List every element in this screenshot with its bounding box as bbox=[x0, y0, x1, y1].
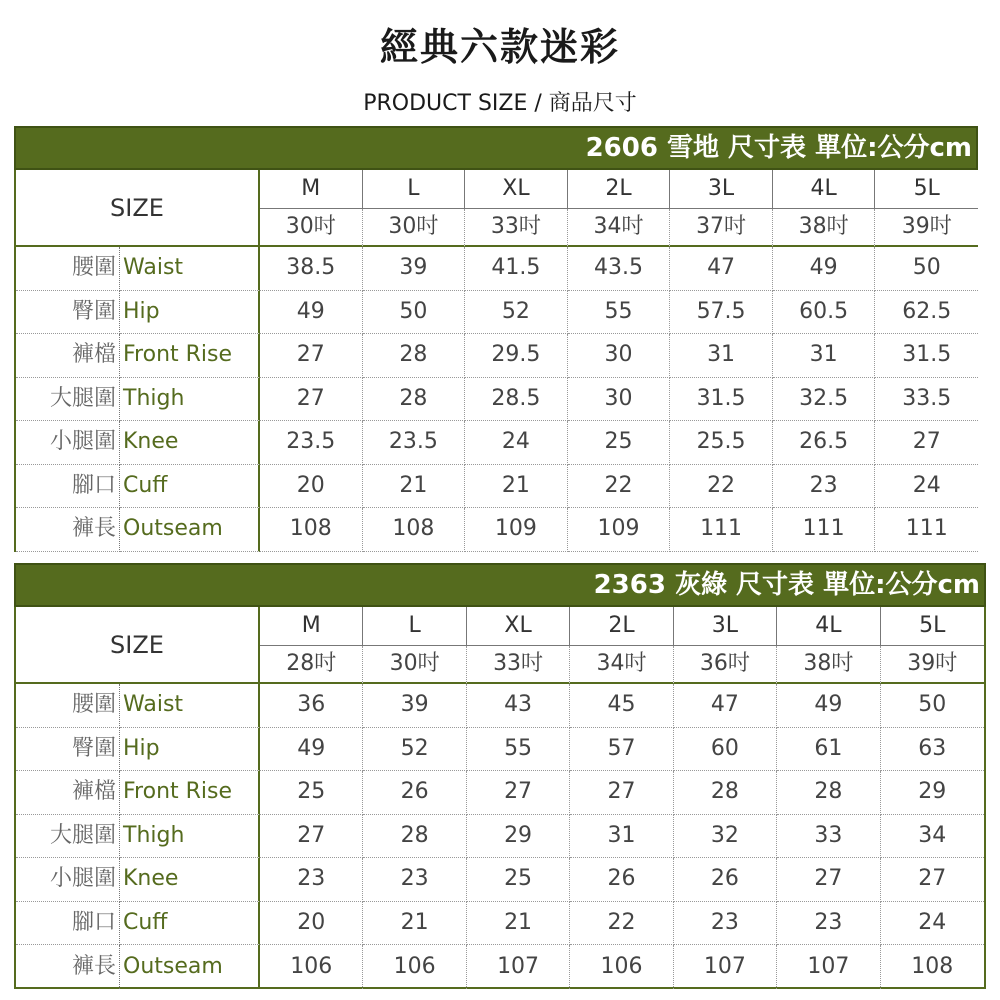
table-cell: 32 bbox=[674, 815, 777, 859]
table-grid bbox=[14, 170, 978, 552]
table-cell: 108 bbox=[260, 508, 363, 552]
row-label-zh: 小腿圍 bbox=[16, 858, 120, 902]
table-cell: 60 bbox=[674, 728, 777, 772]
table-cell: 23.5 bbox=[260, 421, 363, 465]
table-cell: 31 bbox=[773, 334, 876, 378]
table-cell: 22 bbox=[568, 465, 671, 509]
row-label-zh: 腰圍 bbox=[16, 684, 120, 728]
size-inch: 36吋 bbox=[674, 646, 777, 684]
table-cell: 39 bbox=[363, 247, 466, 291]
size-code: 2L bbox=[570, 607, 673, 646]
size-table-2606 bbox=[14, 126, 978, 552]
table-cell: 109 bbox=[568, 508, 671, 552]
table-cell: 27 bbox=[570, 771, 673, 815]
table-cell: 106 bbox=[363, 945, 466, 989]
size-inch: 37吋 bbox=[670, 209, 773, 247]
table-cell: 28 bbox=[363, 815, 466, 859]
row-label-en: Cuff bbox=[120, 902, 260, 946]
table-cell: 21 bbox=[363, 902, 466, 946]
size-code: 5L bbox=[875, 170, 978, 209]
size-inch: 34吋 bbox=[568, 209, 671, 247]
row-label-en: Outseam bbox=[120, 945, 260, 989]
table-cell: 47 bbox=[674, 684, 777, 728]
row-label-en: Waist bbox=[120, 247, 260, 291]
table-cell: 41.5 bbox=[465, 247, 568, 291]
table-cell: 31.5 bbox=[670, 378, 773, 422]
size-code: 3L bbox=[674, 607, 777, 646]
size-inch: 38吋 bbox=[773, 209, 876, 247]
table-cell: 27 bbox=[875, 421, 978, 465]
row-label-en: Front Rise bbox=[120, 334, 260, 378]
table-cell: 108 bbox=[911, 953, 954, 979]
table-cell: 27 bbox=[260, 815, 363, 859]
size-code: XL bbox=[467, 607, 570, 646]
table-cell: 107 bbox=[777, 945, 880, 989]
table-cell: 107 bbox=[467, 945, 570, 989]
size-inch: 38吋 bbox=[777, 646, 880, 684]
table-cell: 33.5 bbox=[875, 378, 978, 422]
size-inch: 34吋 bbox=[570, 646, 673, 684]
table-cell: 39 bbox=[363, 684, 466, 728]
table-cell: 49 bbox=[777, 684, 880, 728]
table-cell: 20 bbox=[260, 902, 363, 946]
row-label-en: Thigh bbox=[120, 378, 260, 422]
size-inch: 39吋 bbox=[875, 209, 978, 247]
table-cell: 111 bbox=[670, 508, 773, 552]
row-label-en: Waist bbox=[120, 684, 260, 728]
table-cell: 50 bbox=[881, 684, 984, 728]
table-cell: 27 bbox=[777, 858, 880, 902]
table-cell: 38.5 bbox=[260, 247, 363, 291]
row-label-zh: 臀圍 bbox=[16, 291, 120, 335]
table-cell: 26 bbox=[674, 858, 777, 902]
size-code: L bbox=[363, 607, 466, 646]
table-cell: 26 bbox=[570, 858, 673, 902]
table-cell: 21 bbox=[363, 465, 466, 509]
row-label-en: Outseam bbox=[120, 508, 260, 552]
size-inch: 33吋 bbox=[467, 646, 570, 684]
table-header: 2363 灰綠 尺寸表 單位:公分cm bbox=[14, 563, 986, 607]
table-cell: 23 bbox=[674, 902, 777, 946]
table-cell: 23 bbox=[363, 858, 466, 902]
table-cell: 50 bbox=[363, 291, 466, 335]
table-cell: 49 bbox=[773, 247, 876, 291]
size-code: M bbox=[260, 607, 363, 646]
table-cell: 21 bbox=[465, 465, 568, 509]
size-inch: 33吋 bbox=[465, 209, 568, 247]
table-cell: 106 bbox=[260, 945, 363, 989]
table-cell: 27 bbox=[881, 858, 984, 902]
table-cell: 31 bbox=[570, 815, 673, 859]
table-cell: 34 bbox=[881, 815, 984, 859]
table-cell: 50 bbox=[875, 247, 978, 291]
table-cell: 107 bbox=[674, 945, 777, 989]
table-cell: 28.5 bbox=[465, 378, 568, 422]
table-cell: 33 bbox=[777, 815, 880, 859]
size-code: 5L bbox=[881, 607, 984, 646]
table-cell: 30 bbox=[568, 334, 671, 378]
table-cell: 108 bbox=[363, 508, 466, 552]
size-table-2363 bbox=[14, 563, 986, 989]
table-cell: 47 bbox=[670, 247, 773, 291]
table-cell: 27 bbox=[467, 771, 570, 815]
table-cell: 57.5 bbox=[670, 291, 773, 335]
row-label-zh: 腳口 bbox=[16, 902, 120, 946]
table-cell: 52 bbox=[363, 728, 466, 772]
table-cell: 29 bbox=[467, 815, 570, 859]
table-cell: 30 bbox=[568, 378, 671, 422]
size-inch: 30吋 bbox=[363, 646, 466, 684]
table-cell: 61 bbox=[777, 728, 880, 772]
size-inch: 39吋 bbox=[881, 646, 984, 684]
table-cell: 36 bbox=[260, 684, 363, 728]
table-cell: 22 bbox=[570, 902, 673, 946]
table-cell: 49 bbox=[260, 728, 363, 772]
table-cell: 25.5 bbox=[670, 421, 773, 465]
size-code: 2L bbox=[568, 170, 671, 209]
table-cell: 31 bbox=[670, 334, 773, 378]
table-cell: 20 bbox=[260, 465, 363, 509]
table-cell: 23 bbox=[260, 858, 363, 902]
row-label-zh: 腳口 bbox=[16, 465, 120, 509]
table-cell: 63 bbox=[881, 728, 984, 772]
table-cell: 24 bbox=[465, 421, 568, 465]
size-inch: 28吋 bbox=[260, 646, 363, 684]
size-label: SIZE bbox=[16, 170, 260, 247]
table-cell: 26.5 bbox=[773, 421, 876, 465]
table-cell: 31.5 bbox=[875, 334, 978, 378]
table-cell: 109 bbox=[465, 508, 568, 552]
size-inch: 30吋 bbox=[363, 209, 466, 247]
table-header: 2606 雪地 尺寸表 單位:公分cm bbox=[14, 126, 978, 170]
table-cell: 22 bbox=[670, 465, 773, 509]
table-cell: 26 bbox=[363, 771, 466, 815]
row-label-zh: 大腿圍 bbox=[16, 815, 120, 859]
row-label-en: Thigh bbox=[120, 815, 260, 859]
size-code: 3L bbox=[670, 170, 773, 209]
size-code: M bbox=[260, 170, 363, 209]
row-label-zh: 褲檔 bbox=[16, 334, 120, 378]
size-code: L bbox=[363, 170, 466, 209]
table-cell: 24 bbox=[875, 465, 978, 509]
size-code: 4L bbox=[773, 170, 876, 209]
table-cell: 49 bbox=[260, 291, 363, 335]
size-code: 4L bbox=[777, 607, 880, 646]
table-cell: 23 bbox=[777, 902, 880, 946]
row-label-en: Hip bbox=[120, 728, 260, 772]
size-code: XL bbox=[465, 170, 568, 209]
row-label-en: Knee bbox=[120, 858, 260, 902]
size-inch: 30吋 bbox=[260, 209, 363, 247]
row-label-zh: 褲長 bbox=[16, 945, 120, 989]
table-cell: 28 bbox=[363, 378, 466, 422]
table-cell: 24 bbox=[881, 902, 984, 946]
table-cell: 43.5 bbox=[568, 247, 671, 291]
table-cell: 23 bbox=[773, 465, 876, 509]
size-label: SIZE bbox=[16, 607, 260, 684]
table-cell: 28 bbox=[674, 771, 777, 815]
table-cell: 60.5 bbox=[773, 291, 876, 335]
row-label-zh: 褲長 bbox=[16, 508, 120, 552]
table-cell: 57 bbox=[570, 728, 673, 772]
table-cell: 28 bbox=[777, 771, 880, 815]
table-cell: 62.5 bbox=[875, 291, 978, 335]
table-cell: 29.5 bbox=[465, 334, 568, 378]
table-cell: 32.5 bbox=[773, 378, 876, 422]
row-label-en: Hip bbox=[120, 291, 260, 335]
row-label-zh: 褲檔 bbox=[16, 771, 120, 815]
table-cell: 23.5 bbox=[363, 421, 466, 465]
row-label-en: Knee bbox=[120, 421, 260, 465]
page-title: 經典六款迷彩 bbox=[379, 25, 620, 69]
table-grid bbox=[14, 607, 986, 989]
row-label-zh: 腰圍 bbox=[16, 247, 120, 291]
table-cell: 25 bbox=[467, 858, 570, 902]
table-cell: 111 bbox=[773, 508, 876, 552]
table-cell: 21 bbox=[467, 902, 570, 946]
table-cell: 106 bbox=[570, 945, 673, 989]
row-label-en: Front Rise bbox=[120, 771, 260, 815]
table-cell: 55 bbox=[467, 728, 570, 772]
row-label-zh: 小腿圍 bbox=[16, 421, 120, 465]
row-label-zh: 臀圍 bbox=[16, 728, 120, 772]
table-cell: 28 bbox=[363, 334, 466, 378]
table-cell: 43 bbox=[467, 684, 570, 728]
table-cell: 45 bbox=[570, 684, 673, 728]
table-cell: 52 bbox=[465, 291, 568, 335]
table-cell: 25 bbox=[260, 771, 363, 815]
row-label-zh: 大腿圍 bbox=[16, 378, 120, 422]
table-cell: 29 bbox=[881, 771, 984, 815]
table-cell: 27 bbox=[260, 334, 363, 378]
row-label-en: Cuff bbox=[120, 465, 260, 509]
table-cell: 25 bbox=[568, 421, 671, 465]
page-subtitle: PRODUCT SIZE / 商品尺寸 bbox=[363, 91, 637, 116]
table-cell: 55 bbox=[568, 291, 671, 335]
table-cell: 27 bbox=[260, 378, 363, 422]
table-cell: 111 bbox=[875, 508, 978, 552]
